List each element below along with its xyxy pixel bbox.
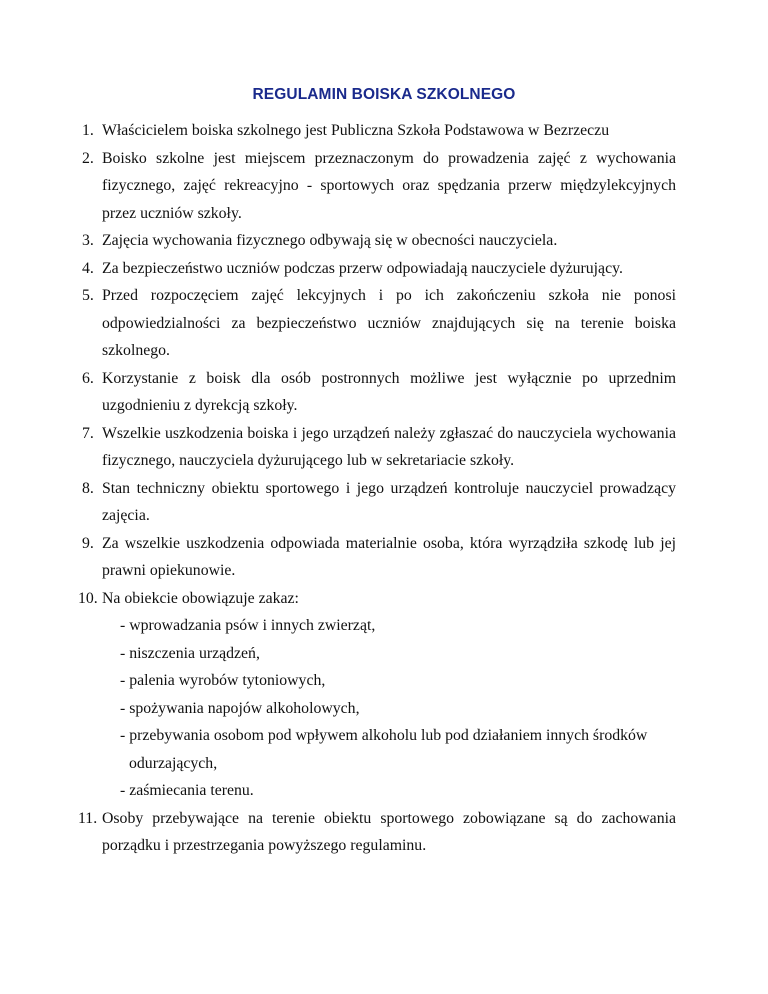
rule-text: Osoby przebywające na terenie obiektu sportowego zobowiązane są do zachowania porządku i przestrzegania powyższego regulaminu. (102, 809, 676, 854)
rule-item-7 (82, 420, 676, 475)
rule-item-2 (82, 145, 676, 228)
rule-text: Na obiekcie obowiązuje zakaz: (102, 589, 299, 607)
prohibitions-list (102, 612, 676, 805)
prohibition-item: - niszczenia urządzeń, (120, 644, 260, 662)
rule-text: Korzystanie z boisk dla osób postronnych możliwe jest wyłącznie po uprzednim uzgodnieniu z dyrekcją szkoły. (102, 369, 676, 414)
rule-text: Przed rozpoczęciem zajęć lekcyjnych i po ich zakończeniu szkoła nie ponosi odpowiedzialności za bezpieczeństwo uczniów znajdujących się na terenie boiska szkolnego. (102, 287, 676, 359)
rule-item-10 (78, 585, 676, 805)
rule-number: 1. (82, 122, 94, 139)
rules-list (78, 117, 676, 860)
rule-number: 8. (82, 479, 94, 497)
rule-number: 9. (82, 534, 94, 552)
rule-item-1 (82, 117, 676, 145)
rule-number: 10. (78, 589, 98, 607)
rule-number: 3. (82, 232, 94, 249)
rule-number: 2. (82, 149, 94, 167)
rule-item-8 (82, 475, 676, 530)
rule-item-3 (82, 227, 676, 255)
rule-number: 4. (82, 259, 94, 277)
rule-item-6 (82, 365, 676, 420)
rule-text: Zajęcia wychowania fizycznego odbywają się w obecności nauczyciela. (102, 232, 558, 249)
rule-item-4 (82, 255, 676, 283)
rule-text: Właścicielem boiska szkolnego jest Publiczna Szkoła Podstawowa w Bezrzeczu (102, 122, 610, 139)
document-title: REGULAMIN BOISKA SZKOLNEGO (252, 86, 516, 103)
rule-text: Boisko szkolne jest miejscem przeznaczonym do prowadzenia zajęć z wychowania fizycznego, zajęć rekreacyjno - sportowych oraz spędzania przerw międzylekcyjnych przez uczniów szkoły. (102, 149, 676, 222)
rule-number: 6. (82, 369, 94, 387)
rule-item-5 (82, 282, 676, 365)
prohibition-item: - palenia wyrobów tytoniowych, (120, 672, 326, 689)
rule-text: Za bezpieczeństwo uczniów podczas przerw odpowiadają nauczyciele dyżurujący. (102, 259, 623, 277)
rule-text: Stan techniczny obiektu sportowego i jego urządzeń kontroluje nauczyciel prowadzący zajęcia. (102, 479, 676, 524)
rule-item-9 (82, 530, 676, 585)
prohibition-item: - wprowadzania psów i innych zwierząt, (120, 617, 376, 634)
rule-number: 11. (78, 809, 98, 827)
rule-text: Za wszelkie uszkodzenia odpowiada materialnie osoba, która wyrządziła szkodę lub jej prawni opiekunowie. (102, 534, 676, 579)
rule-number: 7. (82, 424, 94, 442)
rule-number: 5. (82, 287, 94, 304)
rule-text: Wszelkie uszkodzenia boiska i jego urządzeń należy zgłaszać do nauczyciela wychowania fizycznego, nauczyciela dyżurującego lub w sekretariacie szkoły. (102, 424, 676, 469)
prohibition-item: - spożywania napojów alkoholowych, (120, 699, 360, 717)
prohibition-item: - zaśmiecania terenu. (120, 782, 254, 799)
rule-item-11 (78, 805, 676, 860)
prohibition-item: - przebywania osobom pod wpływem alkoholu lub pod działaniem innych środków odurzających, (120, 727, 648, 772)
